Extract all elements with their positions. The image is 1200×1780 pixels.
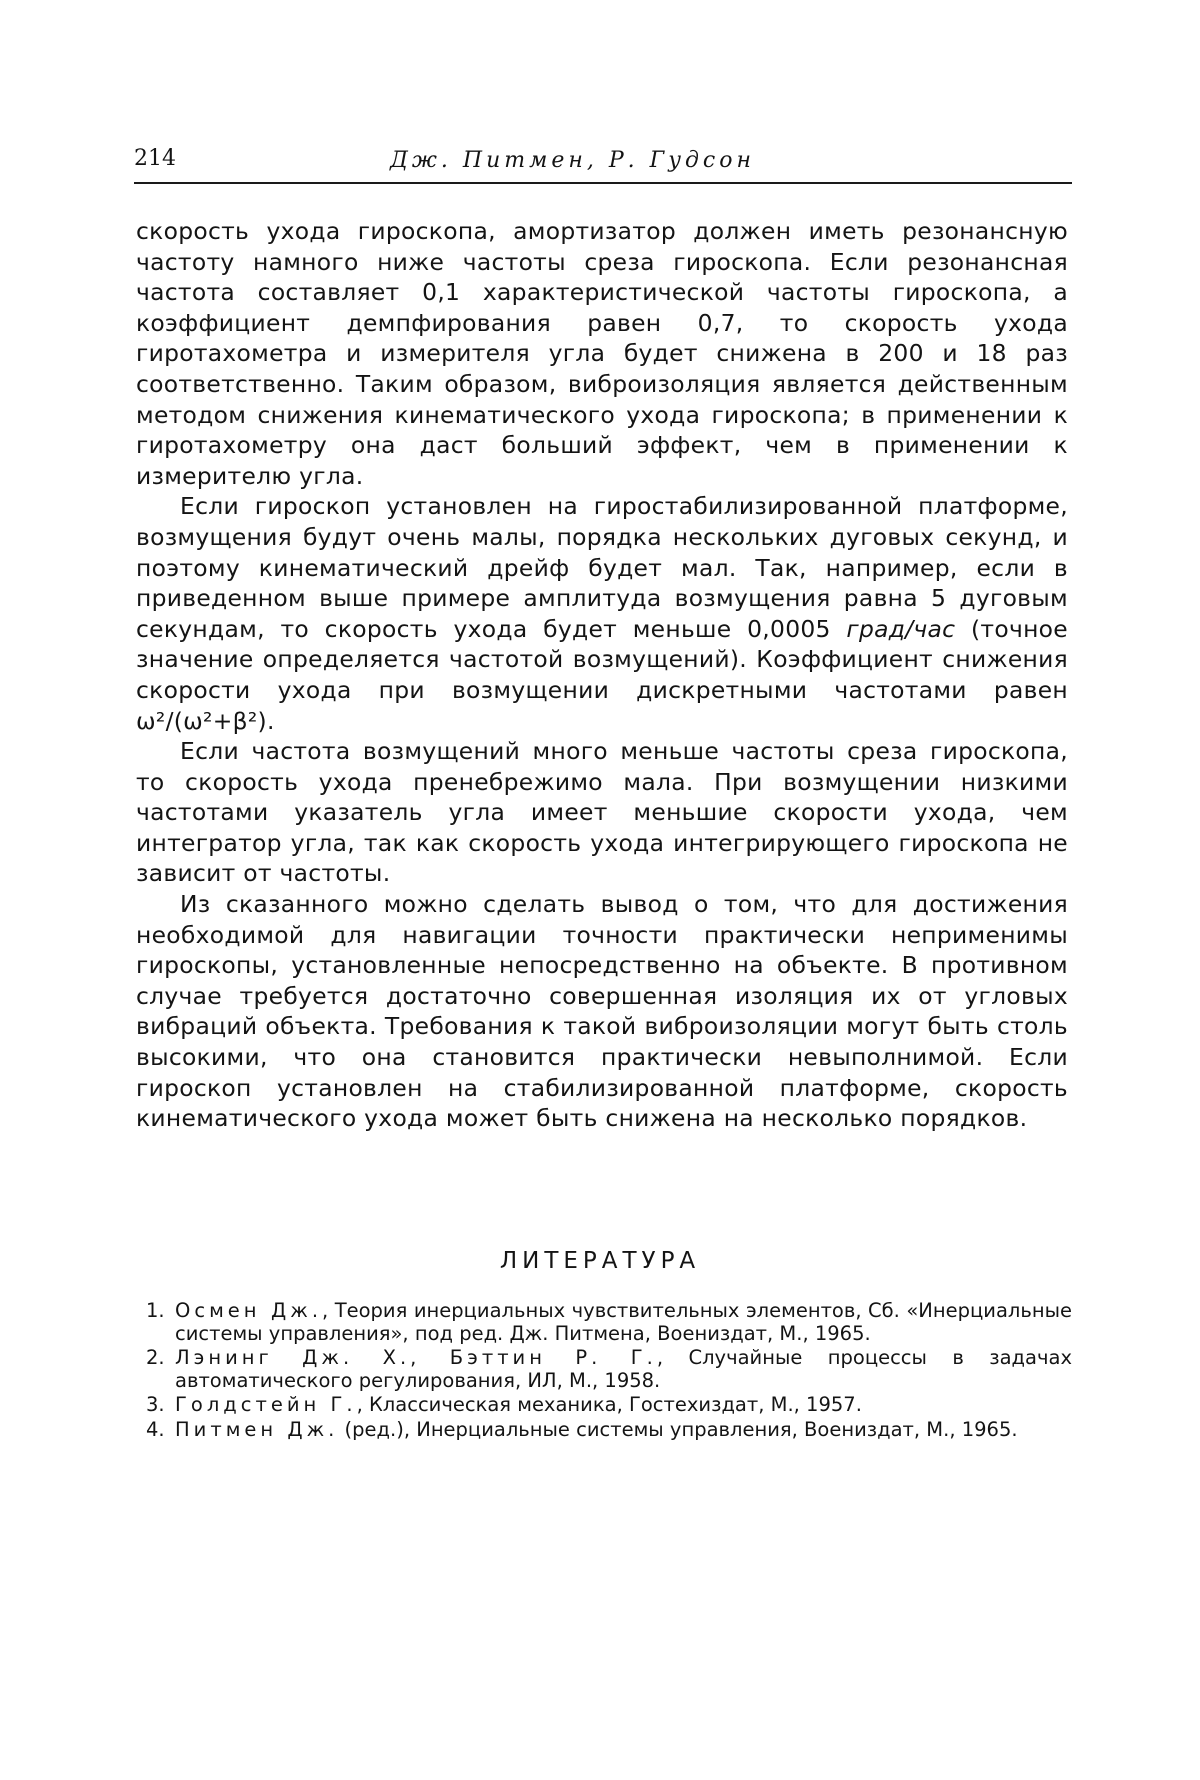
reference-item <box>146 1300 1072 1345</box>
reduction-formula: ω²/(ω²+β²) <box>136 706 267 735</box>
reference-number: 1. <box>146 1299 165 1322</box>
paragraph-2 <box>136 491 1068 736</box>
paragraph-2-text-after: (точное значение определяется частотой возмущений). Коэффициент снижения скорости ухода при возмущении дискретными частотами равен <box>136 614 1068 704</box>
reference-text: , Случайные процессы в задачах автоматического регулирования, ИЛ, М., 1958. <box>175 1346 1072 1392</box>
running-title: Дж. Питмен, Р. Гудсон <box>390 148 755 173</box>
reference-author: Голдстейн Г. <box>175 1393 357 1416</box>
reference-author: Лэнинг Дж. Х., Бэттин Р. Г. <box>175 1346 657 1369</box>
reference-author: Питмен Дж. <box>175 1417 339 1441</box>
paragraph-3: Если частота возмущений много меньше частоты среза гироскопа, то скорость ухода пренебрежимо мала. При возмущении низкими частотами указатель угла имеет меньшие скорости ухода, чем интегратор угла, так как скорость ухода интегрирующего гироскопа не зависит от частоты. <box>136 737 1068 888</box>
reference-author: Осмен Дж. <box>175 1299 323 1322</box>
reference-item <box>146 1419 1072 1442</box>
body-text <box>136 216 1068 1134</box>
running-head <box>134 142 1072 184</box>
references-list <box>146 1300 1072 1443</box>
reference-item <box>146 1394 1072 1417</box>
paragraph-2-text-before: Если гироскоп установлен на гиростабилизированной платформе, возмущения будут очень малы, порядка нескольких дуговых секунд, и поэтому кинематический дрейф будет мал. Так, например, если в приведенном выше примере амплитуда возмущения равна 5 дуговым секундам, то скорость ухода будет меньше 0,0005 <box>136 492 1068 643</box>
paragraph-4: Из сказанного можно сделать вывод о том, что для достижения необходимой для навигации точности практически неприменимы гироскопы, установленные непосредственно на объекте. В противном случае требуется достаточно совершенная изоляция их от угловых вибраций объекта. Требования к такой виброизоляции могут быть столь высокими, что она становится практически невыполнимой. Если гироскоп установлен на стабилизированной платформе, скорость кинематического ухода может быть снижена на несколько порядков. <box>136 890 1068 1133</box>
reference-item <box>146 1347 1072 1392</box>
unit-deg-per-hour: град/час <box>846 614 956 643</box>
reference-text: , Теория инерциальных чувствительных элементов, Сб. «Инерциальные системы управления», под ред. Дж. Питмена, Воениздат, М., 1965. <box>175 1299 1073 1345</box>
reference-text: (ред.), Инерциальные системы управления, Воениздат, М., 1965. <box>338 1417 1018 1441</box>
reference-number: 3. <box>146 1393 165 1416</box>
paragraph-2-end: . <box>266 706 275 735</box>
reference-number: 2. <box>146 1346 165 1369</box>
paragraph-1: скорость ухода гироскопа, амортизатор должен иметь резонансную частоту намного ниже частоты среза гироскопа. Если резонансная частота составляет 0,1 характеристической частоты гироскопа, а коэффициент демпфирования равен 0,7, то скорость ухода гиротахометра и измерителя угла будет снижена в 200 и 18 раз соответственно. Таким образом, виброизоляция является действенным методом снижения кинематического ухода гироскопа; в применении к гиротахометру она даст больший эффект, чем в применении к измерителю угла. <box>136 217 1068 490</box>
reference-number: 4. <box>146 1417 165 1441</box>
references-title: ЛИТЕРАТУРА <box>499 1248 701 1274</box>
page-number: 214 <box>134 146 176 171</box>
reference-text: , Классическая механика, Гостехиздат, М., 1957. <box>356 1393 862 1416</box>
